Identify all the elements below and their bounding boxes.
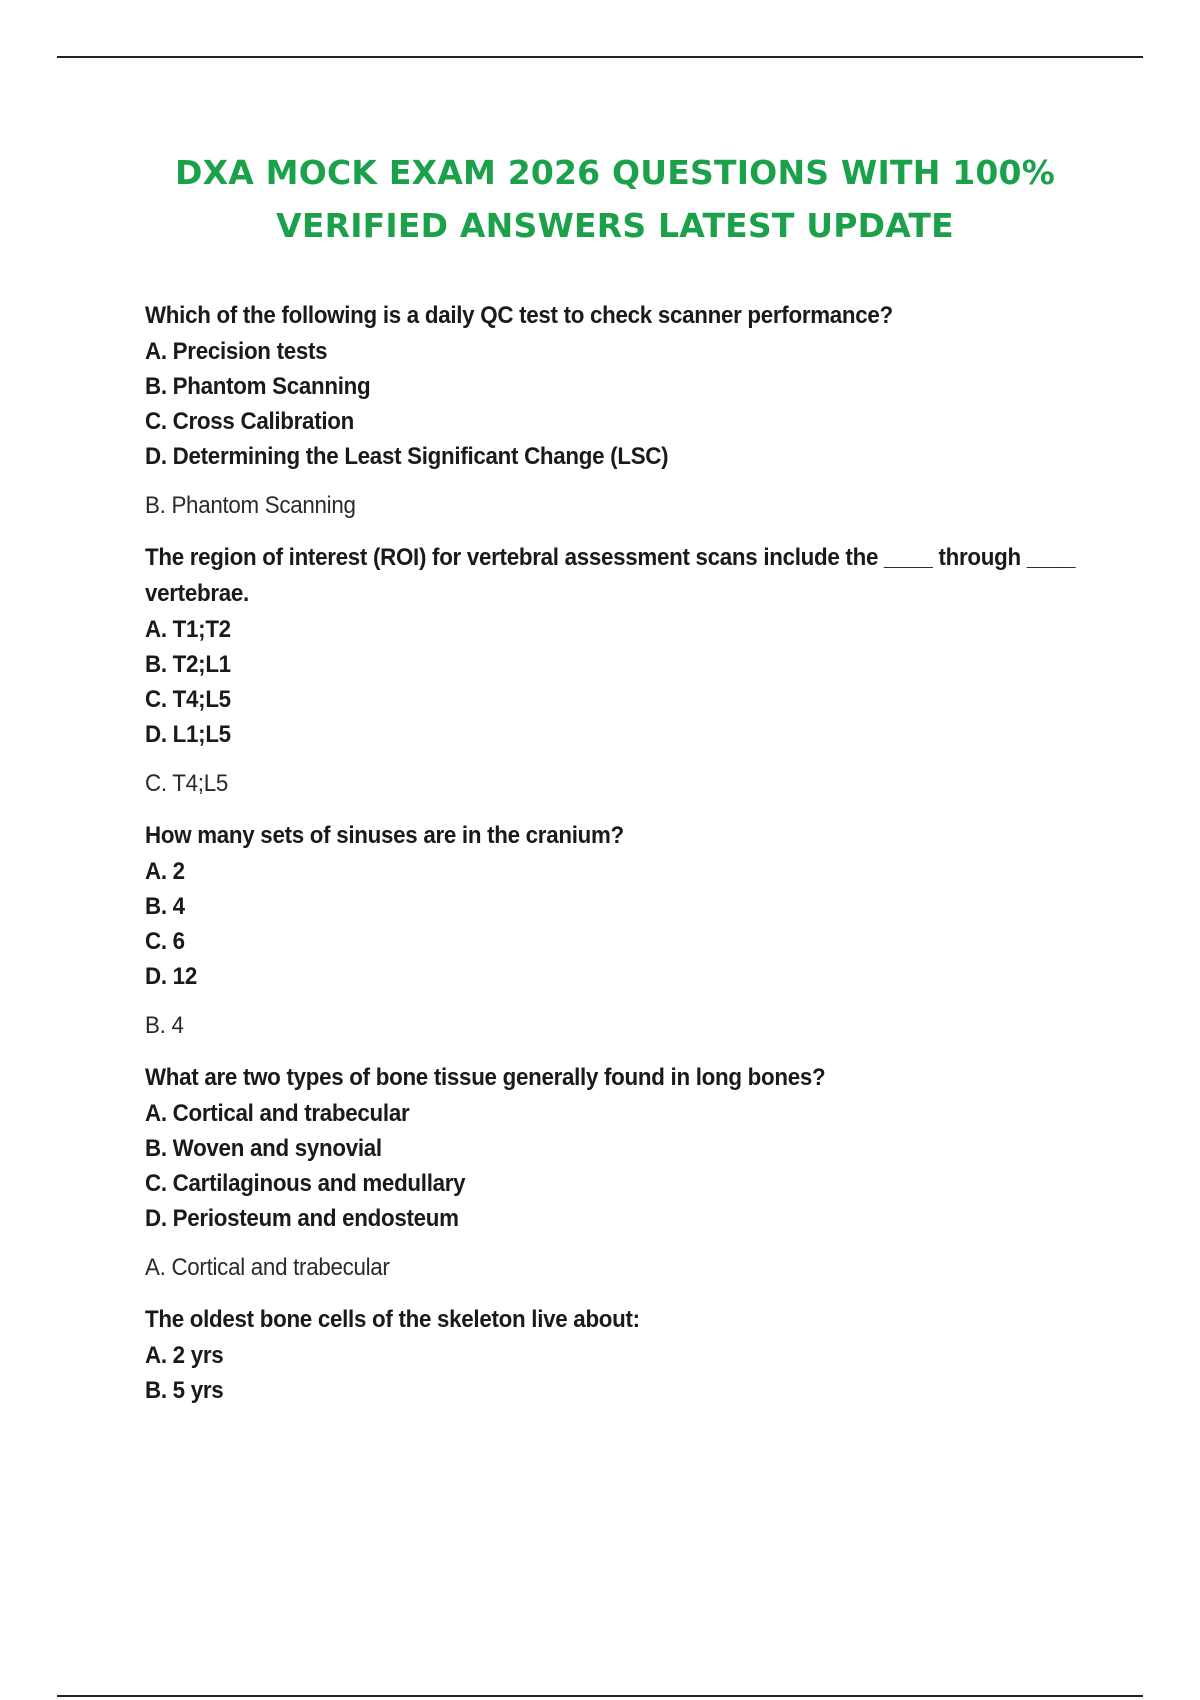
question-list (145, 298, 1085, 1424)
answer-text: B. 4 (145, 1012, 184, 1039)
bottom-rule (57, 1695, 1143, 1697)
question-block-5 (145, 1302, 1085, 1408)
question-text: The oldest bone cells of the skeleton live about: (145, 1306, 640, 1333)
option-c: C. Cartilaginous and medullary (145, 1170, 466, 1197)
question-block-4 (145, 1060, 1085, 1286)
question-text: What are two types of bone tissue generally found in long bones? (145, 1064, 826, 1091)
option-d: D. 12 (145, 963, 197, 990)
question-block-3 (145, 818, 1085, 1044)
option-d: D. Determining the Least Significant Change (LSC) (145, 443, 669, 470)
option-a: A. 2 yrs (145, 1342, 224, 1369)
option-list (145, 334, 1085, 474)
option-b: B. T2;L1 (145, 651, 231, 678)
question-text: Which of the following is a daily QC test to check scanner performance? (145, 302, 893, 329)
answer-text: B. Phantom Scanning (145, 492, 356, 519)
answer-text: C. T4;L5 (145, 770, 228, 797)
option-d: D. L1;L5 (145, 721, 231, 748)
document-title: DXA MOCK EXAM 2026 QUESTIONS WITH 100% VERIFIED ANSWERS LATEST UPDATE (175, 153, 1055, 245)
question-text: The region of interest (ROI) for vertebral assessment scans include the ____ through ____ vertebrae. (145, 544, 1076, 607)
question-block-2 (145, 540, 1085, 802)
option-b: B. 4 (145, 893, 185, 920)
option-list (145, 1338, 1085, 1408)
option-b: B. Phantom Scanning (145, 373, 371, 400)
option-a: A. Precision tests (145, 338, 328, 365)
option-list (145, 854, 1085, 994)
answer-text: A. Cortical and trabecular (145, 1254, 390, 1281)
question-block-1 (145, 298, 1085, 524)
option-c: C. T4;L5 (145, 686, 231, 713)
option-list (145, 1096, 1085, 1236)
option-c: C. 6 (145, 928, 185, 955)
option-d: D. Periosteum and endosteum (145, 1205, 459, 1232)
option-a: A. 2 (145, 858, 185, 885)
option-list (145, 612, 1085, 752)
option-a: A. T1;T2 (145, 616, 231, 643)
option-b: B. Woven and synovial (145, 1135, 382, 1162)
question-text: How many sets of sinuses are in the cranium? (145, 822, 624, 849)
option-c: C. Cross Calibration (145, 408, 354, 435)
option-b: B. 5 yrs (145, 1377, 224, 1404)
option-a: A. Cortical and trabecular (145, 1100, 410, 1127)
top-rule (57, 56, 1143, 58)
